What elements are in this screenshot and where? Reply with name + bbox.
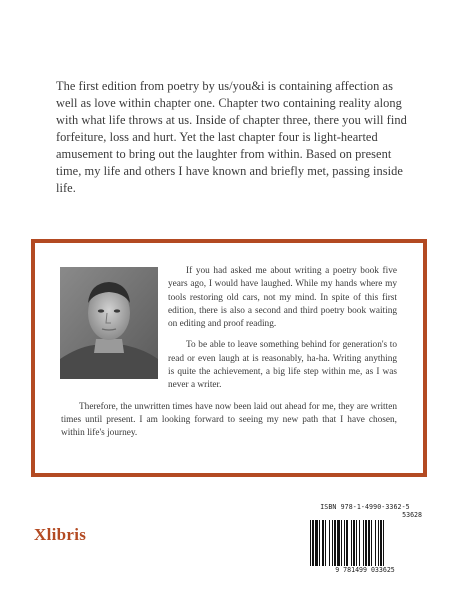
book-blurb	[56, 78, 408, 197]
bio-paragraph: Therefore, the unwritten times have now been laid out ahead for me, they are written times until present. I am looking forward to seeing my new path that I have chosen, within life's journey.	[61, 401, 397, 439]
author-bio-box	[31, 239, 427, 477]
isbn-label: ISBN 978-1-4990-3362-5	[320, 503, 410, 511]
publisher-logo: Xlibris	[34, 525, 87, 544]
blurb-text: The first edition from poetry by us/you&i is containing affection as well as love within chapter one. Chapter two containing reality along with what life throws at us. Inside of chapter three, there you will find forfeiture, loss and hurt. Yet the last chapter four is light-hearted amusement to bring out the laughter from within. Based on present time, my life and others I have known and briefly met, passing inside life.	[56, 79, 407, 195]
bio-paragraph: To be able to leave something behind for generation's to read or even laugh at is reasonably, ha-ha. Writing anything is quite the achievement, a big life step within me, as I was never a writer.	[168, 340, 397, 391]
barcode-bars	[308, 520, 422, 566]
bio-paragraph: If you had asked me about writing a poetry book five years ago, I would have laughed. While my hands where my tools restoring old cars, not my mind. In spite of this first edition, there is also a second and third poetry book waiting on editing and proof reading.	[168, 266, 397, 330]
price-code: 53628	[402, 511, 422, 519]
author-bio-text	[61, 265, 397, 449]
barcode-number: 9 781499 033625	[335, 566, 395, 574]
isbn-barcode	[308, 503, 422, 575]
